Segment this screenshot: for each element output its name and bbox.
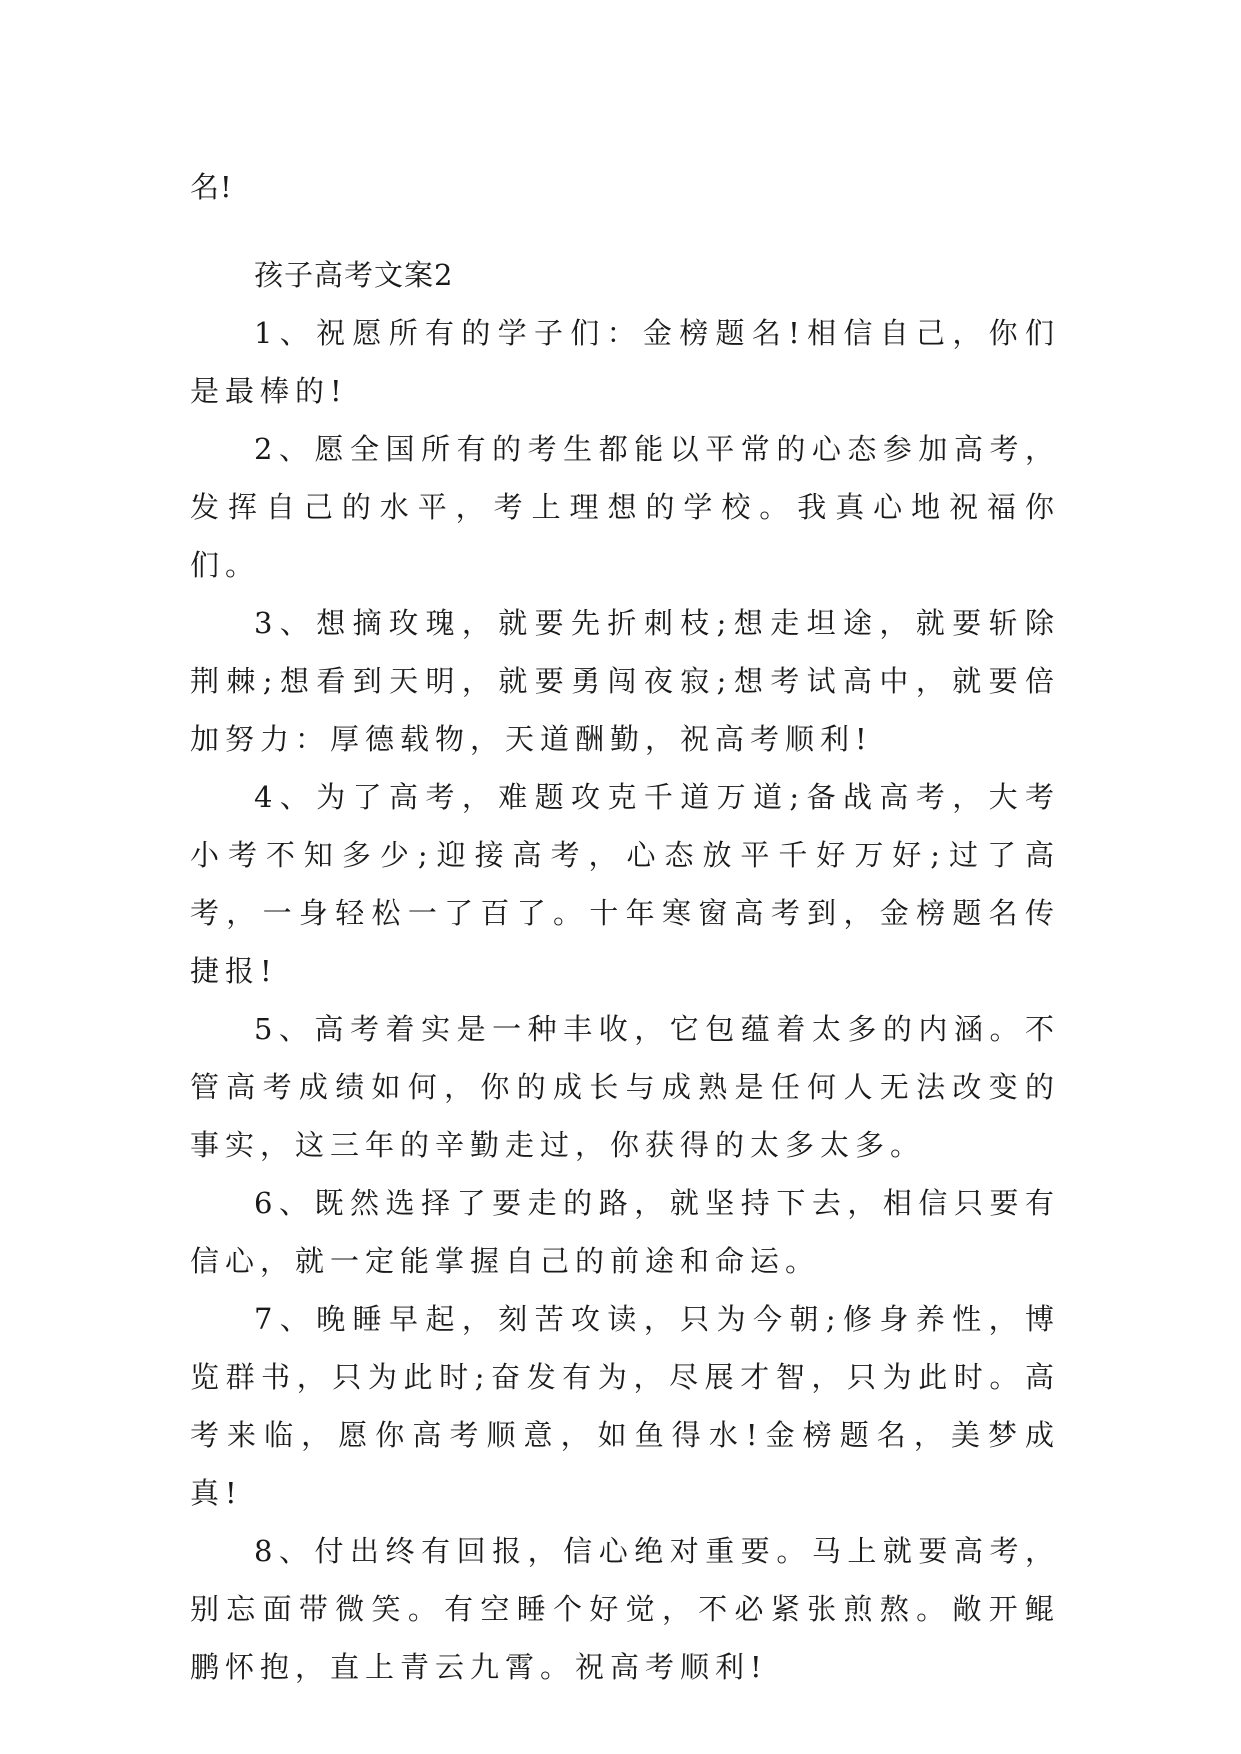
continued-text-line: 名! xyxy=(190,170,233,204)
section-title: 孩子高考文案2 xyxy=(254,258,454,292)
list-item: 1、祝愿所有的学子们：金榜题名!相信自己，你们是最棒的! xyxy=(190,316,1060,408)
list-item: 8、付出终有回报，信心绝对重要。马上就要高考，别忘面带微笑。有空睡个好觉，不必紧张煎熬。敞开鲲鹏怀抱，直上青云九霄。祝高考顺利! xyxy=(190,1534,1060,1684)
list-item: 5、高考着实是一种丰收，它包蕴着太多的内涵。不管高考成绩如何，你的成长与成熟是任何人无法改变的事实，这三年的辛勤走过，你获得的太多太多。 xyxy=(190,1012,1060,1162)
list-item: 3、想摘玫瑰，就要先折刺枝;想走坦途，就要斩除荆棘;想看到天明，就要勇闯夜寂;想考试高中，就要倍加努力：厚德载物，天道酬勤，祝高考顺利! xyxy=(190,606,1060,756)
document-body xyxy=(190,246,1060,1696)
list-item: 6、既然选择了要走的路，就坚持下去，相信只要有信心，就一定能掌握自己的前途和命运。 xyxy=(190,1186,1060,1278)
list-item: 7、晚睡早起，刻苦攻读，只为今朝;修身养性，博览群书，只为此时;奋发有为，尽展才智，只为此时。高考来临，愿你高考顺意，如鱼得水!金榜题名，美梦成真! xyxy=(190,1302,1060,1510)
list-item: 2、愿全国所有的考生都能以平常的心态参加高考，发挥自己的水平，考上理想的学校。我真心地祝福你们。 xyxy=(190,432,1060,582)
list-item: 4、为了高考，难题攻克千道万道;备战高考，大考小考不知多少;迎接高考，心态放平千好万好;过了高考，一身轻松一了百了。十年寒窗高考到，金榜题名传捷报! xyxy=(190,780,1060,988)
